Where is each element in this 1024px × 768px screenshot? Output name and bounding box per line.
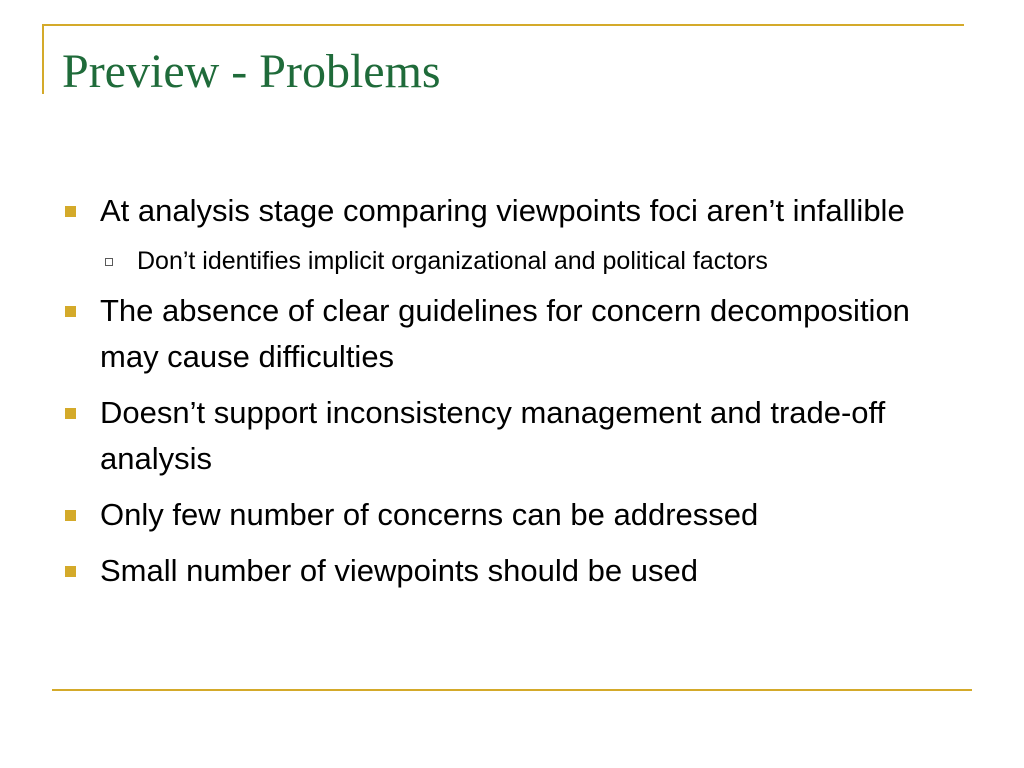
frame-left-rule [42,24,44,94]
bullet-item [62,390,962,482]
bullet-text: Small number of viewpoints should be used [100,553,698,588]
bullet-text: At analysis stage comparing viewpoints foci aren’t infallible [100,193,905,228]
hollow-square-bullet-icon [105,258,113,266]
frame-top-rule [42,24,964,26]
bullet-text: Only few number of concerns can be addressed [100,497,759,532]
square-bullet-icon [65,566,76,577]
bullet-item [62,188,962,234]
bullet-list [62,188,962,604]
square-bullet-icon [65,306,76,317]
square-bullet-icon [65,408,76,419]
sub-bullet-item [62,242,962,280]
bullet-text: The absence of clear guidelines for concern decomposition may cause difficulties [100,293,910,374]
square-bullet-icon [65,510,76,521]
bullet-text: Doesn’t support inconsistency management and trade-off analysis [100,395,886,476]
bullet-item [62,492,962,538]
bullet-item [62,548,962,594]
square-bullet-icon [65,206,76,217]
sub-bullet-text: Don’t identifies implicit organizational and political factors [137,247,768,275]
frame-bottom-rule [52,689,972,691]
slide-title: Preview - Problems [62,45,441,98]
bullet-item [62,288,962,380]
